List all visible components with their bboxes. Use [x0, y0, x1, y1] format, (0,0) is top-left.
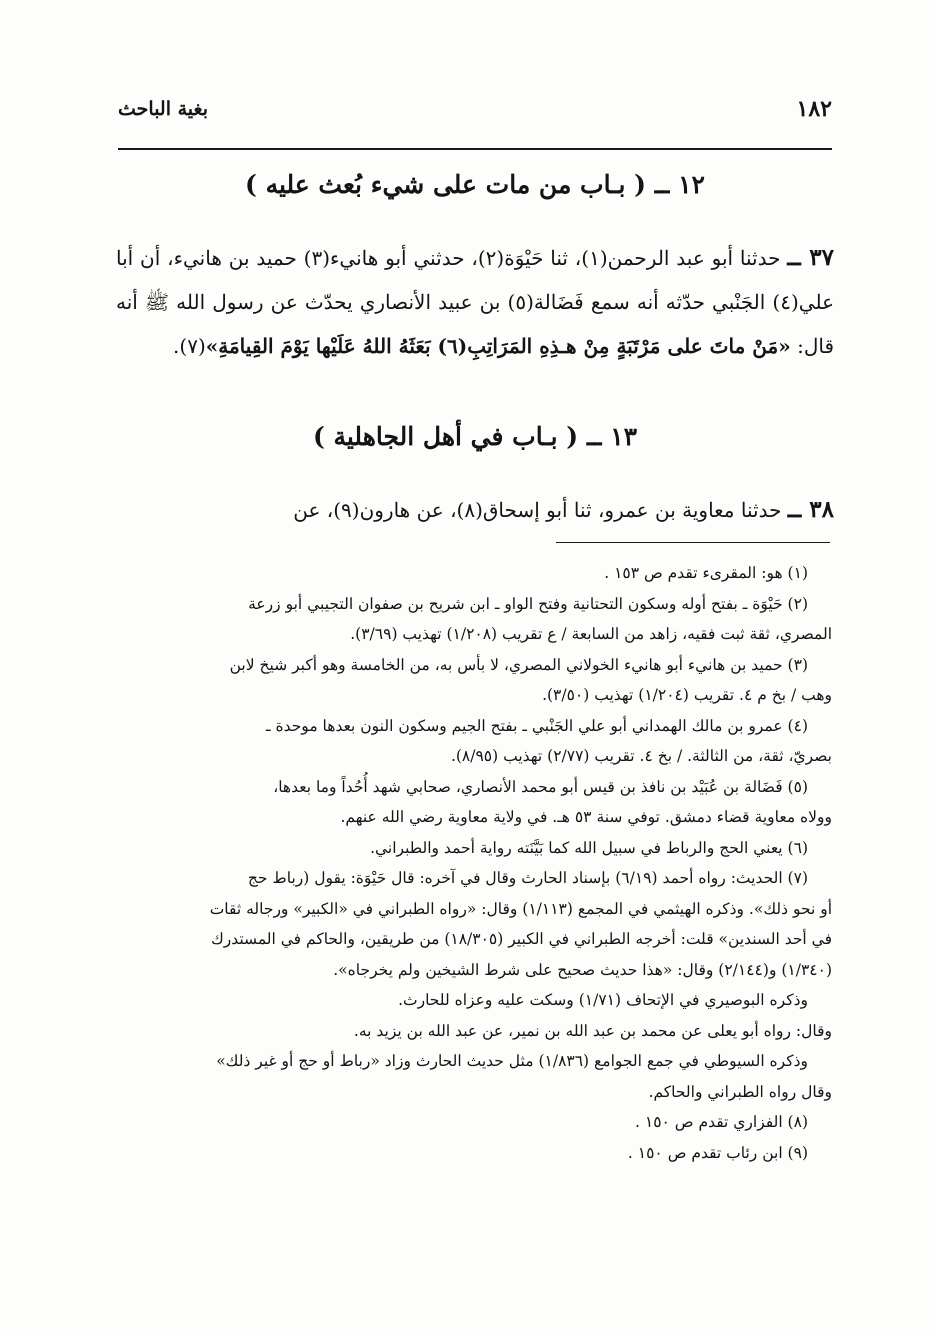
hadith-number: ٣٧ ــ	[787, 244, 834, 271]
footnote-line: (٣) حميد بن هانيء أبو هانيء الخولاني المصري، لا بأس به، من الخامسة وهو أكبر شيخ لابن	[229, 655, 808, 674]
footnote-line: (١/٣٤٠) و(٢/١٤٤) وقال: «هذا حديث صحيح على شرط الشيخين ولم يخرجاه».	[333, 960, 832, 979]
footnote-line: (٢) حَيْوَة ـ بفتح أوله وسكون التحتانية وفتح الواو ـ ابن شريح بن صفوان التجيبي أبو زرعة	[248, 594, 808, 613]
footnote-line: وهب / بخ م ٤. تقريب (١/٢٠٤) تهذيب (٣/٥٠).	[542, 686, 832, 704]
footnote-line: أو نحو ذلك». وذكره الهيثمي في المجمع (١/١١٣) وقال: «رواه الطبراني في «الكبير» ورجاله ثقات	[209, 899, 832, 918]
footnote-line: بصريّ، ثقة، من الثالثة. / بخ ٤. تقريب (٢/٧٧) تهذيب (٨/٩٥).	[450, 747, 832, 765]
header-divider	[118, 148, 832, 150]
footnote-line: (٨) الفزاري تقدم ص ١٥٠ .	[635, 1113, 808, 1131]
footnote-line: (٧) الحديث: رواه أحمد (٦/١٩) بإسناد الحارث وقال في آخره: قال حَيْوَة: يقول (رباط حج	[247, 869, 808, 887]
footnote-line: وقال رواه الطبراني والحاكم.	[648, 1082, 832, 1101]
footnote-line: (٦) يعني الحج والرباط في سبيل الله كما بَيَّنَته رواية أحمد والطبراني.	[370, 838, 808, 857]
footnote-line: في أحد السندين» قلت: أخرجه الطبراني في الكبير (١٨/٣٠٥) من طريقين، والحاكم في المستدرك	[210, 930, 832, 948]
hadith-text: حدثنا معاوية بن عمرو، ثنا أبو إسحاق(٨)، عن هارون(٩)، عن	[293, 498, 788, 522]
footnote-line: وقال: رواه أبو يعلى عن محمد بن عبد الله بن نمير، عن عبد الله بن يزيد به.	[353, 1021, 832, 1040]
hadith-footnote-ref: (٧).	[173, 334, 206, 358]
footnote-line: (٤) عمرو بن مالك الهمداني أبو علي الجَنْبي ـ بفتح الجيم وسكون النون بعدها موحدة ـ	[266, 716, 808, 735]
page-header	[118, 96, 832, 136]
hadith-38	[116, 488, 834, 532]
footnote-line: (٥) فَضَالة بن عُبَيْد بن نافذ بن قيس أبو محمد الأنصاري، صحابي شهد أُحُداً وما بعدها،	[273, 777, 808, 796]
book-title: بغية الباحث	[118, 98, 208, 120]
hadith-quote: «مَنْ ماتَ على مَرْتَبَةٍ مِنْ هـذِهِ المَرَاتِبِ(٦) بَعَثَهُ اللهُ عَلَيْها يَوْمَ القِيامَةِ»	[205, 334, 791, 358]
footnote-line: (١) هو: المقرىء تقدم ص ١٥٣ .	[604, 564, 808, 582]
footnote-line: وذكره السيوطي في جمع الجوامع (١/٨٣٦) مثل حديث الحارث وزاد «رباط أو حج أو غير ذلك»	[216, 1052, 808, 1070]
chapter-heading-12: ١٢ ــ ( بـاب من مات على شيء بُعث عليه )	[245, 170, 705, 199]
hadith-37	[116, 236, 834, 368]
footnote-line: وذكره البوصيري في الإتحاف (١/٧١) وسكت عليه وعزاه للحارث.	[398, 991, 808, 1009]
page-number: ١٨٢	[796, 96, 832, 122]
hadith-text: حدثنا أبو عبد الرحمن(١)، ثنا حَيْوَة(٢)، حدثني أبو هانيء(٣) حميد بن هانيء، أن أبا علي(٤) الجَنْبي حدّثه أنه سمع فَضَالة(٥) بن عبيد الأنصاري يحدّث عن رسول الله ﷺ أنه قال:	[116, 246, 835, 358]
footnotes	[114, 558, 832, 1168]
chapter-heading-13: ١٣ ــ ( بـاب في أهل الجاهلية )	[312, 422, 638, 451]
footnote-line: المصري، ثقة ثبت فقيه، زاهد من السابعة / ع تقريب (١/٢٠٨) تهذيب (٣/٦٩).	[350, 625, 832, 643]
footnote-divider	[556, 542, 830, 543]
footnote-line: وولاه معاوية قضاء دمشق. توفي سنة ٥٣ هـ. في ولاية معاوية رضي الله عنهم.	[340, 808, 832, 826]
hadith-number: ٣٨ ــ	[787, 496, 834, 523]
footnote-line: (٩) ابن رئاب تقدم ص ١٥٠ .	[627, 1143, 808, 1162]
